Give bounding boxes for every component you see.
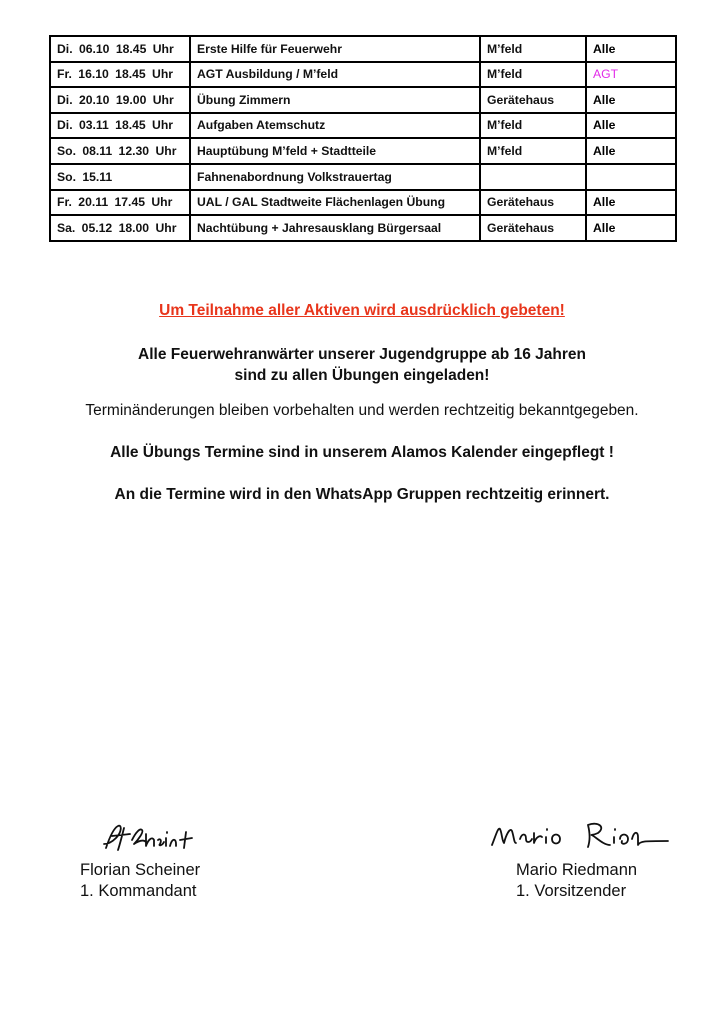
participation-notice: Um Teilnahme aller Aktiven wird ausdrücklich gebeten! xyxy=(159,302,565,319)
schedule-location-cell: Gerätehaus xyxy=(480,190,586,216)
schedule-body xyxy=(50,36,676,241)
changes-notice: Terminänderungen bleiben vorbehalten und werden rechtzeitig bekanntgegeben. xyxy=(85,402,639,419)
schedule-row xyxy=(50,215,676,241)
schedule-location-cell xyxy=(480,164,586,190)
schedule-location-cell: M’feld xyxy=(480,62,586,88)
signature-left xyxy=(80,860,200,902)
schedule-group-cell: Alle xyxy=(586,36,676,62)
schedule-date-cell: Di. 03.11 18.45 Uhr xyxy=(50,113,190,139)
schedule-location-cell: M’feld xyxy=(480,113,586,139)
signature-right-handwriting xyxy=(488,815,673,857)
schedule-event-cell: Hauptübung M’feld + Stadtteile xyxy=(190,138,480,164)
schedule-event-cell: UAL / GAL Stadtweite Flächenlagen Übung xyxy=(190,190,480,216)
schedule-row xyxy=(50,62,676,88)
schedule-date-cell: Sa. 05.12 18.00 Uhr xyxy=(50,215,190,241)
schedule-group-cell: Alle xyxy=(586,138,676,164)
signature-right-name: Mario Riedmann xyxy=(516,861,638,879)
schedule-date-cell: Fr. 20.11 17.45 Uhr xyxy=(50,190,190,216)
signature-left-name: Florian Scheiner xyxy=(80,861,201,879)
schedule-event-cell: Nachtübung + Jahresausklang Bürgersaal xyxy=(190,215,480,241)
schedule-row xyxy=(50,138,676,164)
schedule-location-cell: Gerätehaus xyxy=(480,87,586,113)
schedule-date-cell: So. 08.11 12.30 Uhr xyxy=(50,138,190,164)
schedule-location-cell: M’feld xyxy=(480,36,586,62)
schedule-date-cell: Di. 20.10 19.00 Uhr xyxy=(50,87,190,113)
youth-notice-line1: Alle Feuerwehranwärter unserer Jugendgruppe ab 16 Jahren xyxy=(138,346,586,363)
schedule-location-cell: Gerätehaus xyxy=(480,215,586,241)
schedule-date-cell: Di. 06.10 18.45 Uhr xyxy=(50,36,190,62)
whatsapp-notice: An die Termine wird in den WhatsApp Gruppen rechtzeitig erinnert. xyxy=(114,486,610,503)
schedule-group-cell: Alle xyxy=(586,215,676,241)
schedule-row xyxy=(50,87,676,113)
signature-right xyxy=(516,860,637,902)
schedule-event-cell: Aufgaben Atemschutz xyxy=(190,113,480,139)
schedule-event-cell: Erste Hilfe für Feuerwehr xyxy=(190,36,480,62)
schedule-group-cell: Alle xyxy=(586,190,676,216)
schedule-location-cell: M’feld xyxy=(480,138,586,164)
schedule-date-cell: So. 15.11 xyxy=(50,164,190,190)
signature-right-role: 1. Vorsitzender xyxy=(516,882,627,900)
schedule-event-cell: Übung Zimmern xyxy=(190,87,480,113)
signature-left-role: 1. Kommandant xyxy=(80,882,197,900)
schedule-row xyxy=(50,164,676,190)
schedule-group-cell xyxy=(586,164,676,190)
schedule-event-cell: Fahnenabordnung Volkstrauertag xyxy=(190,164,480,190)
schedule-row xyxy=(50,113,676,139)
schedule-row xyxy=(50,36,676,62)
schedule-row xyxy=(50,190,676,216)
schedule-date-cell: Fr. 16.10 18.45 Uhr xyxy=(50,62,190,88)
schedule-table xyxy=(49,35,677,242)
youth-notice-line2: sind zu allen Übungen eingeladen! xyxy=(234,367,490,384)
schedule-group-cell: AGT xyxy=(586,62,676,88)
schedule-group-cell: Alle xyxy=(586,113,676,139)
schedule-group-cell: Alle xyxy=(586,87,676,113)
signature-left-handwriting xyxy=(100,818,200,858)
schedule-event-cell: AGT Ausbildung / M’feld xyxy=(190,62,480,88)
calendar-notice: Alle Übungs Termine sind in unserem Alamos Kalender eingepflegt ! xyxy=(110,444,614,461)
